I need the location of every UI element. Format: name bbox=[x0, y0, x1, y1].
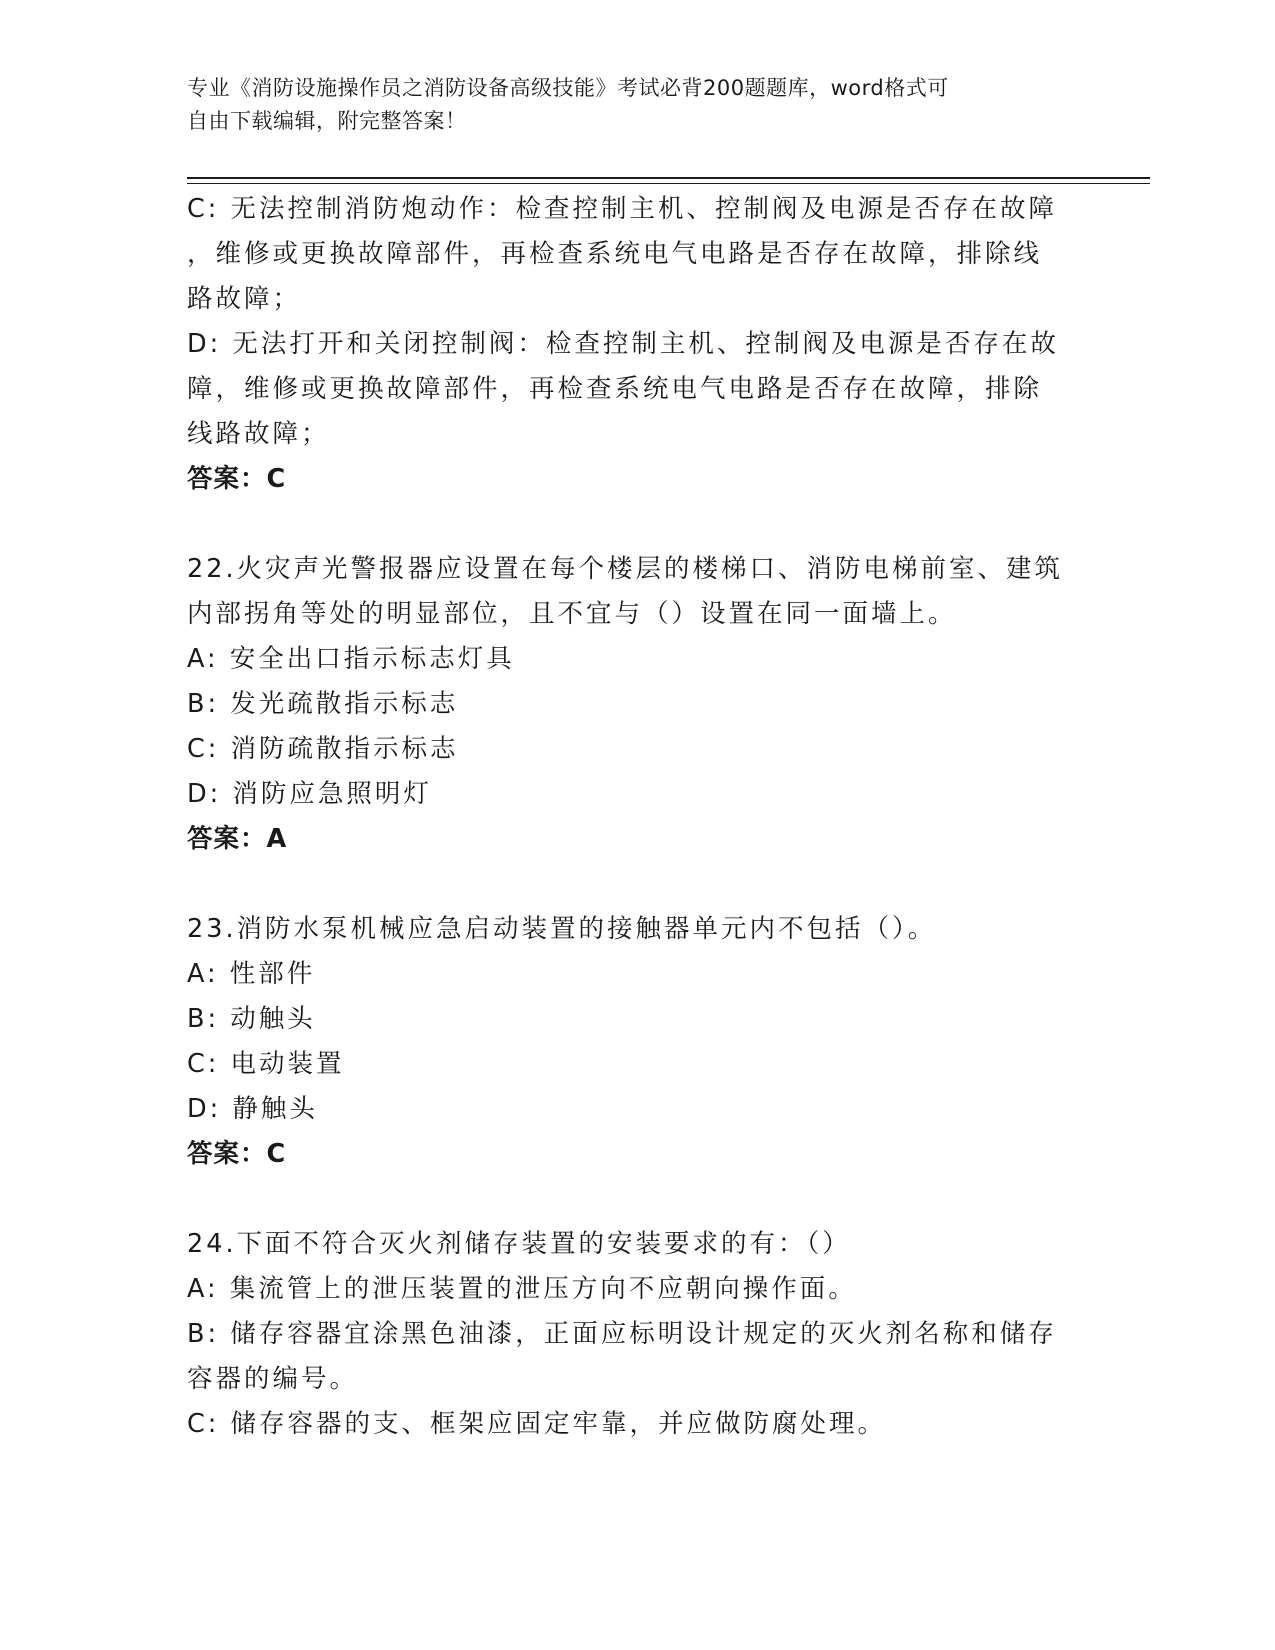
question-stem: 内部拐角等处的明显部位，且不宜与（）设置在同一面墙上。 bbox=[187, 599, 957, 629]
answer-line: 答案：C bbox=[187, 1139, 287, 1169]
question-23 bbox=[187, 907, 1087, 1177]
option-b: B: 动触头 bbox=[187, 1004, 316, 1034]
option-d-line: D: 无法打开和关闭控制阀：检查控制主机、控制阀及电源是否存在故 bbox=[187, 329, 1059, 359]
question-24 bbox=[187, 1222, 1087, 1447]
option-a: A: 集流管上的泄压装置的泄压方向不应朝向操作面。 bbox=[187, 1274, 857, 1304]
option-a: A: 安全出口指示标志灯具 bbox=[187, 644, 515, 674]
option-d: D: 静触头 bbox=[187, 1094, 318, 1124]
document-header bbox=[187, 72, 1087, 138]
spacer bbox=[187, 502, 1087, 547]
option-d-line: 线路故障； bbox=[187, 419, 330, 449]
question-stem: 23.消防水泵机械应急启动装置的接触器单元内不包括（）。 bbox=[187, 914, 937, 944]
answer-line: 答案：A bbox=[187, 824, 288, 854]
question-22 bbox=[187, 547, 1087, 862]
question-21-tail bbox=[187, 187, 1087, 502]
option-a: A: 性部件 bbox=[187, 959, 316, 989]
option-b: B: 储存容器宜涂黑色油漆，正面应标明设计规定的灭火剂名称和储存 bbox=[187, 1319, 1057, 1349]
question-stem: 24.下面不符合灭火剂储存装置的安装要求的有：（） bbox=[187, 1229, 851, 1259]
answer-line: 答案：C bbox=[187, 464, 287, 494]
spacer bbox=[187, 1177, 1087, 1222]
option-d: D: 消防应急照明灯 bbox=[187, 779, 432, 809]
option-c-line: 路故障； bbox=[187, 284, 302, 314]
option-c: C: 储存容器的支、框架应固定牢靠，并应做防腐处理。 bbox=[187, 1409, 887, 1439]
question-stem: 22.火灾声光警报器应设置在每个楼层的楼梯口、消防电梯前室、建筑 bbox=[187, 554, 1064, 584]
spacer bbox=[187, 862, 1087, 907]
header-divider-thick bbox=[187, 177, 1150, 179]
option-b-continued: 容器的编号。 bbox=[187, 1364, 359, 1394]
header-line-2: 自由下载编辑，附完整答案！ bbox=[187, 109, 467, 133]
document-body bbox=[187, 187, 1087, 1447]
option-d-line: 障，维修或更换故障部件，再检查系统电气电路是否存在故障，排除 bbox=[187, 374, 1043, 404]
header-divider-thin bbox=[187, 183, 1150, 184]
option-c-line: C: 无法控制消防炮动作：检查控制主机、控制阀及电源是否存在故障 bbox=[187, 194, 1058, 224]
option-b: B: 发光疏散指示标志 bbox=[187, 689, 459, 719]
header-line-1: 专业《消防设施操作员之消防设备高级技能》考试必背200题题库，word格式可 bbox=[187, 76, 949, 100]
option-c: C: 电动装置 bbox=[187, 1049, 345, 1079]
option-c: C: 消防疏散指示标志 bbox=[187, 734, 459, 764]
option-c-line: ，维修或更换故障部件，再检查系统电气电路是否存在故障，排除线 bbox=[187, 239, 1043, 269]
